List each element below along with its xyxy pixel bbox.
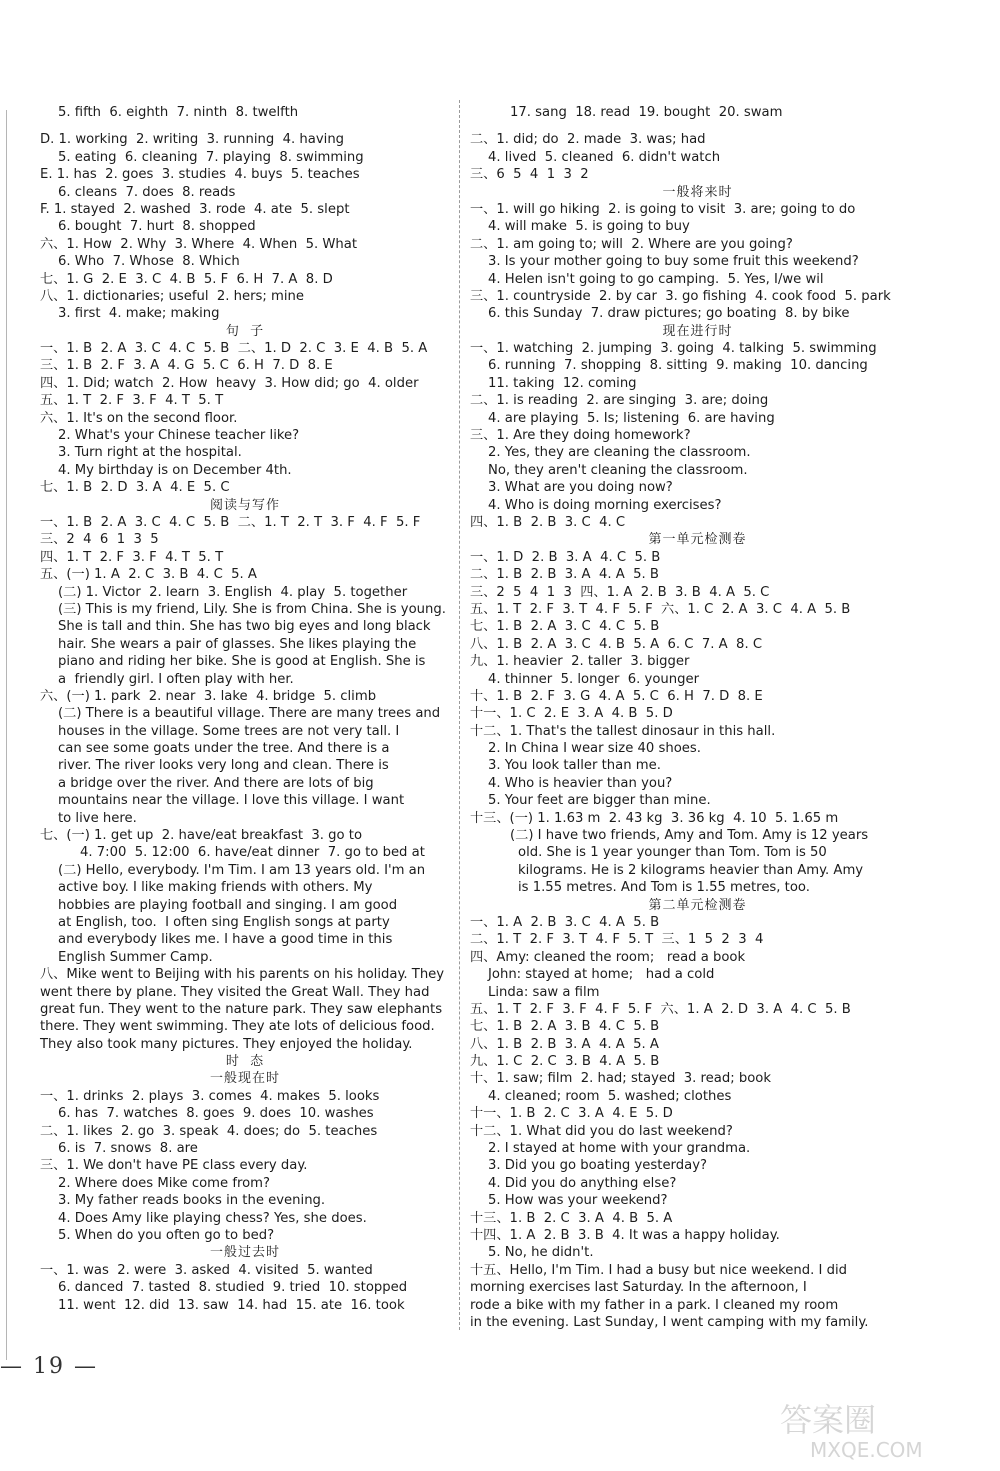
answer-line: 一、1. B 2. A 3. C 4. C 5. B 二、1. D 2. C 3. E 4. B 5. A: [40, 341, 428, 357]
answer-line: 五、1. T 2. F 3. F 4. F 5. F 六、1. A 2. D 3. A 4. C 5. B: [470, 1001, 851, 1017]
answer-line: morning exercises last Saturday. In the afternoon, I: [470, 1280, 807, 1296]
answer-line: [40, 121, 450, 131]
answer-line: 四、Amy: cleaned the room; read a book: [470, 949, 746, 965]
section-heading: 现在进行时: [662, 323, 733, 339]
answer-line: 一、1. will go hiking 2. is going to visit 3. are; going to do: [470, 201, 856, 217]
answer-line: 四、1. T 2. F 3. F 4. T 5. T: [40, 549, 224, 565]
answer-line: 11. taking 12. coming: [488, 375, 637, 391]
answer-line: to live here.: [58, 810, 137, 826]
answer-line: 5. Your feet are bigger than mine.: [488, 793, 711, 809]
answer-line: She is tall and thin. She has two big eyes and long black: [58, 619, 431, 635]
answer-line: English Summer Camp.: [58, 949, 213, 965]
answer-line: 七、1. B 2. A 3. C 4. C 5. B: [470, 619, 660, 635]
answer-line: 一、1. watching 2. jumping 3. going 4. talking 5. swimming: [470, 341, 877, 357]
answer-line: 2. In China I wear size 40 shoes.: [488, 741, 701, 757]
answer-line: 5. eating 6. cleaning 7. playing 8. swimming: [58, 149, 364, 165]
answer-line: 6. is 7. snows 8. are: [58, 1141, 198, 1157]
answer-line: 二、1. is reading 2. are singing 3. are; doing: [470, 393, 769, 409]
answer-line: 六、(一) 1. park 2. near 3. lake 4. bridge 5. climb: [40, 688, 377, 704]
answer-line: 二、1. B 2. B 3. A 4. A 5. B: [470, 567, 659, 583]
answer-line: 4. My birthday is on December 4th.: [58, 462, 292, 478]
answer-line: 五、(一) 1. A 2. C 3. B 4. C 5. A: [40, 567, 257, 583]
answer-line: No, they aren't cleaning the classroom.: [488, 462, 748, 478]
answer-line: 3. What are you doing now?: [488, 480, 673, 496]
answer-line: 五、1. T 2. F 3. F 4. T 5. T: [40, 393, 224, 409]
section-heading: 阅读与写作: [209, 497, 280, 513]
answer-line: 2. Yes, they are cleaning the classroom.: [488, 445, 751, 461]
answer-line: 一、1. B 2. A 3. C 4. C 5. B 二、1. T 2. T 3. F 4. F 5. F: [40, 514, 421, 530]
answer-line: 一、1. D 2. B 3. A 4. C 5. B: [470, 549, 661, 565]
answer-line: 十五、Hello, I'm Tim. I had a busy but nice weekend. I did: [470, 1262, 847, 1278]
answer-line: there. They went swimming. They ate lots of delicious food.: [40, 1019, 435, 1035]
answer-line: 七、1. G 2. E 3. C 4. B 5. F 6. H 7. A 8. D: [40, 271, 333, 287]
answer-line: Linda: saw a film: [488, 984, 600, 1000]
answer-line: went there by plane. They visited the Great Wall. They had: [40, 984, 430, 1000]
answer-line: 十四、1. A 2. B 3. B 4. It was a happy holiday.: [470, 1228, 780, 1243]
page-edge-line: [6, 110, 7, 1360]
watermark-logo: [770, 1393, 970, 1463]
answer-line: 九、1. heavier 2. taller 3. bigger: [470, 654, 690, 670]
answer-line: 3. Turn right at the hospital.: [58, 445, 242, 461]
answer-line: 五、1. T 2. F 3. T 4. F 5. F 六、1. C 2. A 3. C 4. A 5. B: [470, 601, 851, 617]
answer-line: 八、1. B 2. A 3. C 4. B 5. A 6. C 7. A 8. C: [470, 636, 763, 652]
answer-line: 四、1. B 2. B 3. C 4. C: [470, 514, 626, 530]
answer-line: 十二、1. That's the tallest dinosaur in this hall.: [470, 723, 776, 739]
answer-line: 6. danced 7. tasted 8. studied 9. tried 10. stopped: [58, 1280, 408, 1296]
left-answer-column: [40, 104, 450, 1314]
answer-line: 5. No, he didn't.: [488, 1245, 594, 1261]
answer-line: 6. bought 7. hurt 8. shopped: [58, 219, 256, 235]
answer-line: 6. running 7. shopping 8. sitting 9. making 10. dancing: [488, 358, 868, 374]
answer-line: mountains near the village. I love this village. I want: [58, 793, 405, 809]
answer-line: at English, too. I often sing English songs at party: [58, 914, 390, 930]
answer-line: rode a bike with my father in a park. I cleaned my room: [470, 1297, 839, 1313]
answer-line: 3. My father reads books in the evening.: [58, 1193, 326, 1209]
answer-line: 八、1. dictionaries; useful 2. hers; mine: [40, 288, 305, 304]
answer-line: 三、2 5 4 1 3 四、1. A 2. B 3. B 4. A 5. C: [470, 584, 770, 600]
answer-line: 二、1. likes 2. go 3. speak 4. does; do 5. teaches: [40, 1123, 378, 1139]
section-heading: 句 子: [225, 323, 265, 339]
answer-line: a friendly girl. I often play with her.: [58, 671, 294, 687]
answer-line: 3. Is your mother going to buy some fruit this weekend?: [488, 254, 859, 270]
answer-line: 九、1. C 2. C 3. B 4. A 5. B: [470, 1054, 660, 1070]
answer-line: 4. Who is doing morning exercises?: [488, 497, 722, 513]
answer-line: 4. Who is heavier than you?: [488, 775, 673, 791]
answer-line: 三、6 5 4 1 3 2: [470, 167, 589, 183]
answer-line: 三、2 4 6 1 3 5: [40, 532, 159, 548]
answer-line: 三、1. B 2. F 3. A 4. G 5. C 6. H 7. D 8. E: [40, 358, 333, 374]
watermark-url: MXQE.COM: [810, 1438, 923, 1462]
section-heading: 一般现在时: [209, 1071, 280, 1087]
answer-line: (二) Hello, everybody. I'm Tim. I am 13 years old. I'm an: [58, 862, 426, 878]
answer-line: 十、1. B 2. F 3. G 4. A 5. C 6. H 7. D 8. E: [470, 688, 763, 704]
answer-line: 十二、1. What did you do last weekend?: [470, 1123, 733, 1139]
answer-line: They also took many pictures. They enjoyed the holiday.: [40, 1036, 413, 1052]
answer-line: 四、1. Did; watch 2. How heavy 3. How did; go 4. older: [40, 375, 419, 391]
answer-line: 十、1. saw; film 2. had; stayed 3. read; book: [470, 1071, 771, 1087]
section-heading: 时 态: [225, 1054, 265, 1070]
answer-line: E. 1. has 2. goes 3. studies 4. buys 5. teaches: [40, 167, 360, 183]
answer-line: piano and riding her bike. She is good at English. She is: [58, 654, 426, 670]
answer-line: (二) 1. Victor 2. learn 3. English 4. play 5. together: [58, 584, 408, 600]
answer-line: 七、1. B 2. A 3. B 4. C 5. B: [470, 1019, 660, 1035]
answer-line: great fun. They went to the nature park. They saw elephants: [40, 1001, 443, 1017]
answer-line: 5. fifth 6. eighth 7. ninth 8. twelfth: [58, 105, 299, 120]
answer-line: 十一、1. B 2. C 3. A 4. E 5. D: [470, 1106, 673, 1122]
answer-line: 4. cleaned; room 5. washed; clothes: [488, 1088, 732, 1104]
page-number: — 19 —: [0, 1354, 98, 1379]
answer-line: D. 1. working 2. writing 3. running 4. having: [40, 132, 345, 148]
answer-line: 三、1. We don't have PE class every day.: [40, 1158, 308, 1174]
answer-line: is 1.55 metres. And Tom is 1.55 metres, too.: [518, 880, 810, 896]
section-heading: 第一单元检测卷: [648, 532, 747, 548]
answer-line: (二) There is a beautiful village. There are many trees and: [58, 706, 441, 722]
answer-line: 十三、1. B 2. C 3. A 4. B 5. A: [470, 1210, 673, 1226]
answer-line: 4. lived 5. cleaned 6. didn't watch: [488, 149, 721, 165]
answer-line: 一、1. A 2. B 3. C 4. A 5. B: [470, 914, 660, 930]
right-answer-column: [470, 104, 925, 1331]
answer-line: hair. She wears a pair of glasses. She likes playing the: [58, 636, 417, 652]
watermark-logo-text: 答案圈: [780, 1401, 877, 1439]
answer-line: 3. You look taller than me.: [488, 758, 661, 774]
answer-line: 4. Did you do anything else?: [488, 1175, 677, 1191]
column-divider: [459, 100, 460, 1330]
answer-line: 3. first 4. make; making: [58, 306, 220, 322]
answer-line: 2. I stayed at home with your grandma.: [488, 1141, 751, 1157]
answer-line: 6. has 7. watches 8. goes 9. does 10. washes: [58, 1106, 374, 1122]
answer-line: 十三、(一) 1. 1.63 m 2. 43 kg 3. 36 kg 4. 10 5. 1.65 m: [470, 810, 839, 826]
answer-line: F. 1. stayed 2. washed 3. rode 4. ate 5. slept: [40, 201, 350, 217]
answer-line: hobbies are playing football and singing. I am good: [58, 897, 398, 913]
answer-line: 4. Helen isn't going to go camping. 5. Yes, I/we wil: [488, 271, 824, 287]
answer-line: (二) I have two friends, Amy and Tom. Amy is 12 years: [510, 828, 869, 844]
answer-line: old. She is 1 year younger than Tom. Tom is 50: [518, 845, 827, 861]
answer-line: 六、1. How 2. Why 3. Where 4. When 5. What: [40, 236, 358, 252]
answer-line: 二、1. did; do 2. made 3. was; had: [470, 132, 706, 148]
answer-line: a bridge over the river. And there are lots of big: [58, 775, 374, 791]
answer-line: and everybody likes me. I have a good time in this: [58, 932, 393, 948]
section-heading: 一般过去时: [209, 1245, 280, 1261]
answer-line: 七、1. B 2. D 3. A 4. E 5. C: [40, 480, 230, 496]
answer-line: can see some goats under the tree. And there is a: [58, 741, 390, 757]
answer-line: 三、1. countryside 2. by car 3. go fishing 4. cook food 5. park: [470, 288, 891, 304]
answer-line: river. The river looks very long and clean. There is: [58, 758, 389, 774]
answer-line: in the evening. Last Sunday, I went camping with my family.: [470, 1314, 869, 1330]
answer-line: 二、1. T 2. F 3. T 4. F 5. T 三、1 5 2 3 4: [470, 932, 764, 948]
answer-line: 6. cleans 7. does 8. reads: [58, 184, 236, 200]
answer-line: 4. will make 5. is going to buy: [488, 219, 690, 235]
answer-line: 5. How was your weekend?: [488, 1193, 668, 1209]
answer-line: 5. When do you often go to bed?: [58, 1228, 275, 1243]
answer-line: [470, 121, 925, 131]
answer-line: 11. went 12. did 13. saw 14. had 15. ate 16. took: [58, 1297, 405, 1313]
answer-line: 17. sang 18. read 19. bought 20. swam: [510, 105, 783, 120]
answer-line: houses in the village. Some trees are not very tall. I: [58, 723, 400, 739]
answer-line: 十一、1. C 2. E 3. A 4. B 5. D: [470, 706, 673, 722]
answer-line: active boy. I like making friends with others. My: [58, 880, 373, 896]
answer-line: kilograms. He is 2 kilograms heavier than Amy. Amy: [518, 862, 864, 878]
answer-line: 2. Where does Mike come from?: [58, 1175, 271, 1191]
answer-line: (三) This is my friend, Lily. She is from China. She is young.: [58, 601, 446, 617]
answer-line: 八、1. B 2. B 3. A 4. A 5. A: [470, 1036, 659, 1052]
answer-line: 4. 7:00 5. 12:00 6. have/eat dinner 7. go to bed at: [80, 845, 425, 861]
answer-line: 2. What's your Chinese teacher like?: [58, 428, 300, 444]
answer-line: 一、1. was 2. were 3. asked 4. visited 5. wanted: [40, 1262, 373, 1278]
answer-line: 6. this Sunday 7. draw pictures; go boating 8. by bike: [488, 306, 850, 322]
answer-line: 4. thinner 5. longer 6. younger: [488, 671, 700, 687]
answer-line: 三、1. Are they doing homework?: [470, 428, 691, 444]
answer-line: 3. Did you go boating yesterday?: [488, 1158, 708, 1174]
section-heading: 第二单元检测卷: [648, 897, 747, 913]
answer-line: 八、Mike went to Beijing with his parents on his holiday. They: [40, 967, 445, 983]
answer-line: 六、1. It's on the second floor.: [40, 410, 238, 426]
answer-line: 6. Who 7. Whose 8. Which: [58, 254, 240, 270]
section-heading: 一般将来时: [662, 184, 733, 200]
answer-line: John: stayed at home; had a cold: [488, 967, 715, 983]
answer-line: 二、1. am going to; will 2. Where are you going?: [470, 236, 793, 252]
answer-line: 一、1. drinks 2. plays 3. comes 4. makes 5. looks: [40, 1088, 380, 1104]
answer-line: 4. are playing 5. Is; listening 6. are having: [488, 410, 775, 426]
answer-line: 七、(一) 1. get up 2. have/eat breakfast 3. go to: [40, 828, 363, 844]
answer-line: 4. Does Amy like playing chess? Yes, she does.: [58, 1210, 367, 1226]
